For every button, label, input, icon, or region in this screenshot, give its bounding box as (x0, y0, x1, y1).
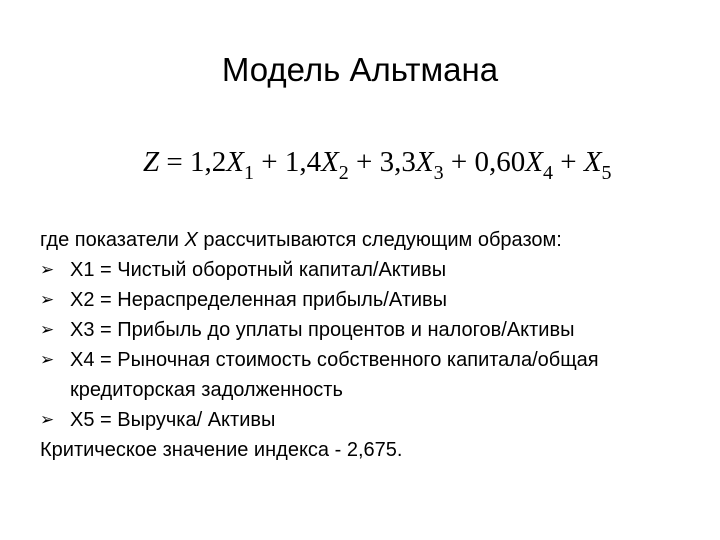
intro-after: рассчитываются следующим образом: (197, 229, 562, 251)
formula-plus-3: + (443, 146, 475, 178)
formula-var-4: X (525, 146, 543, 178)
list-item (40, 255, 700, 285)
formula-sub-2: 2 (338, 162, 349, 184)
formula-plus-4: + (552, 146, 584, 178)
formula-equals: = (159, 146, 190, 178)
intro-text (40, 225, 562, 255)
formula-coef-4: 0,60 (474, 146, 526, 178)
list-item-text: Х5 = Выручка/ Активы (70, 409, 276, 431)
intro-before: где показатели (40, 229, 185, 251)
altman-formula (143, 140, 612, 184)
formula-var-5: X (583, 146, 602, 178)
formula-var-3: X (415, 146, 434, 178)
list-item-text: Х3 = Прибыль до уплаты процентов и налогов/Активы (70, 319, 575, 341)
arrow-bullet-icon: ➢ (40, 320, 55, 340)
slide-title: Модель Альтмана (221, 51, 499, 88)
formula-sub-4: 4 (542, 162, 553, 184)
slide-content (40, 225, 700, 465)
list-item-text: Х2 = Нераспределенная прибыль/Ативы (70, 289, 448, 311)
formula-plus-2: + (348, 146, 380, 178)
arrow-bullet-icon: ➢ (40, 290, 55, 310)
list-item (40, 285, 700, 315)
arrow-bullet-icon: ➢ (40, 410, 55, 430)
formula-var-2: X (321, 146, 339, 178)
list-item-text: Х4 = Рыночная стоимость собственного капитала/общая кредиторская задолженность (70, 349, 599, 401)
arrow-bullet-icon: ➢ (40, 350, 55, 370)
list-item (40, 405, 700, 435)
arrow-bullet-icon: ➢ (40, 260, 55, 280)
list-item (40, 345, 700, 405)
formula-sub-1: 1 (243, 162, 254, 184)
formula-var-1: X (226, 146, 244, 178)
formula-coef-1: 1,2 (190, 146, 227, 178)
formula-z: Z (143, 146, 160, 178)
list-item (40, 315, 700, 345)
formula-sub-5: 5 (601, 162, 612, 184)
formula-coef-2: 1,4 (284, 146, 322, 178)
formula-plus-1: + (253, 146, 285, 178)
conclusion-text: Критическое значение индекса - 2,675. (40, 439, 403, 461)
intro-x: X (184, 229, 198, 251)
list-item-text: Х1 = Чистый оборотный капитал/Активы (70, 259, 447, 281)
conclusion-line (40, 435, 700, 465)
intro-line (40, 225, 700, 255)
formula-coef-3: 3,3 (379, 146, 416, 178)
formula-sub-3: 3 (433, 162, 444, 184)
